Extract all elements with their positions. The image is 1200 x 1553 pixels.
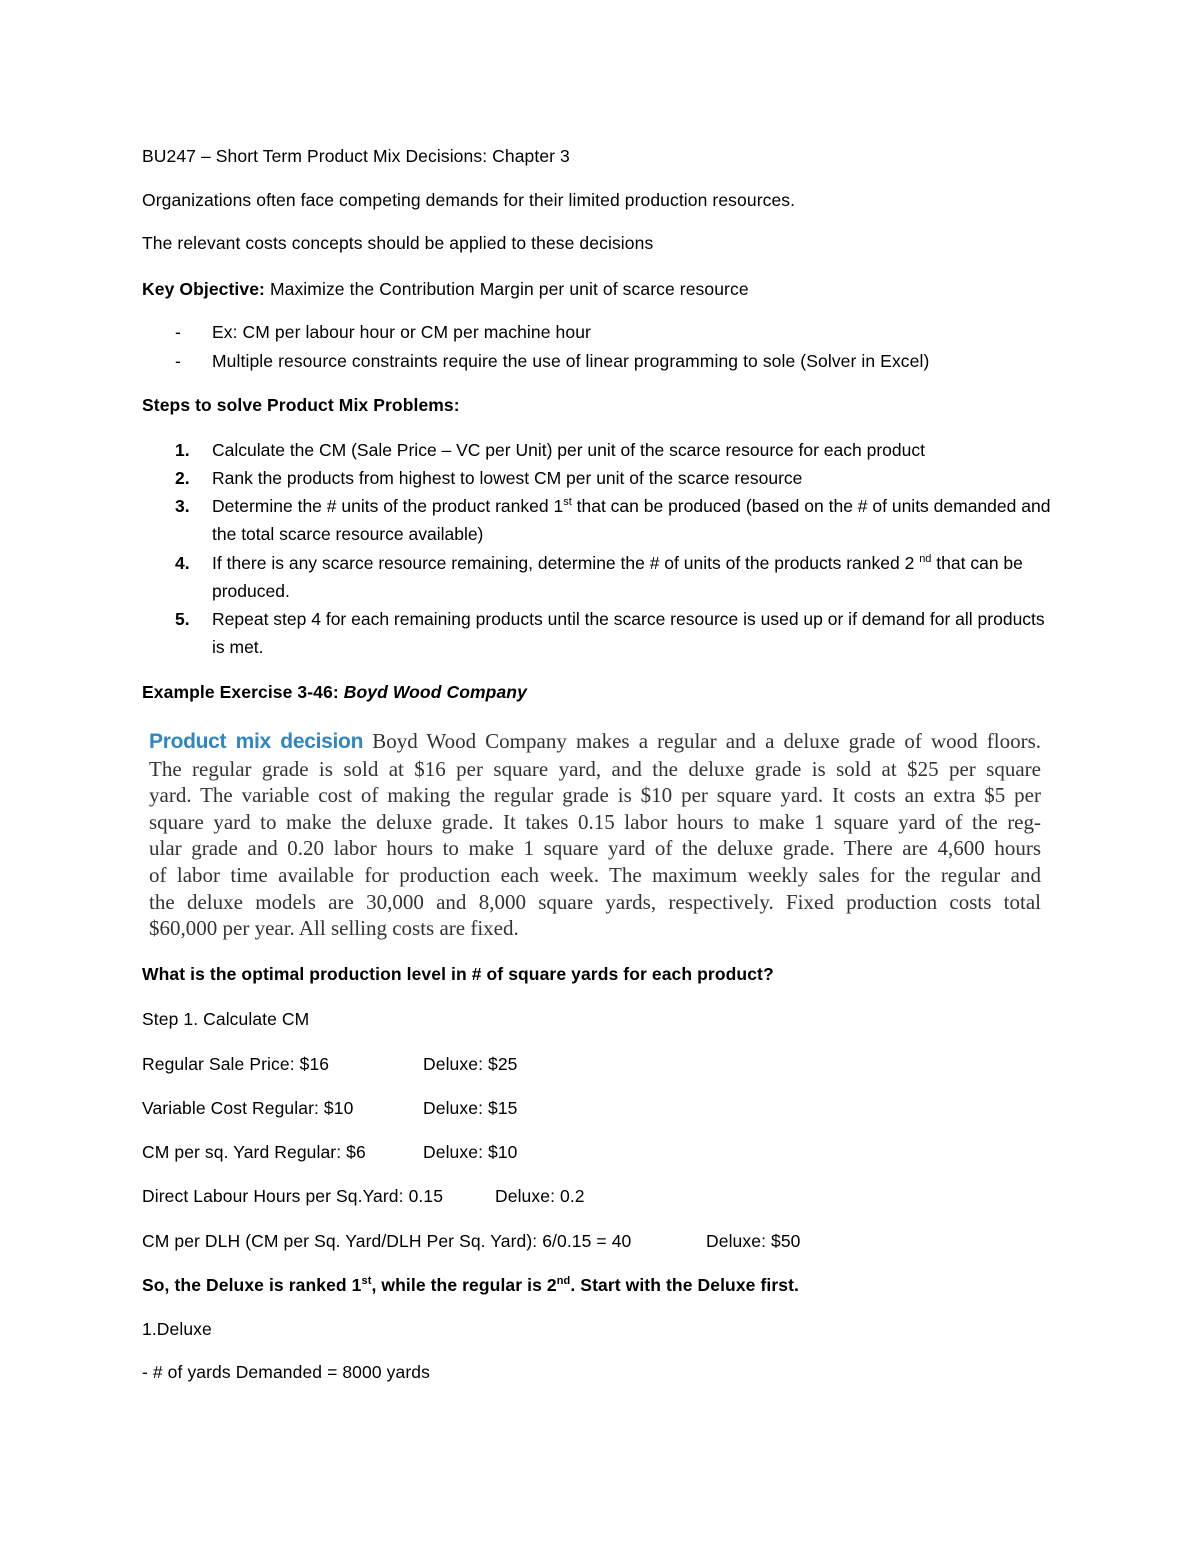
textbook-line: of labor time available for production each week. The maximum weekly sales for the regular and bbox=[149, 862, 1041, 887]
deluxe-demand: - # of yards Demanded = 8000 yards bbox=[142, 1362, 430, 1382]
textbook-line: ular grade and 0.20 labor hours to make 1 square yard of the deluxe grade. There are 4,600 hours bbox=[149, 836, 1041, 861]
key-objective bbox=[142, 277, 749, 301]
ranking-text-b: , while the regular is 2 bbox=[371, 1275, 557, 1295]
textbook-line-text: Boyd Wood Company makes a regular and a deluxe grade of wood floors. bbox=[363, 729, 1041, 753]
step-4-superscript: nd bbox=[919, 553, 932, 566]
textbook-line: $60,000 per year. All selling costs are fixed. bbox=[149, 916, 519, 941]
textbook-excerpt bbox=[149, 728, 1041, 942]
step-3-text-a: Determine the # units of the product ranked 1 bbox=[212, 496, 564, 516]
textbook-line: yard. The variable cost of making the regular grade is $10 per square yard. It costs an extra $5 per bbox=[149, 783, 1041, 808]
step-number: 4. bbox=[175, 553, 190, 573]
question-heading: What is the optimal production level in # of square yards for each product? bbox=[142, 964, 774, 984]
step-number: 1. bbox=[175, 440, 190, 460]
calc-row-left: Direct Labour Hours per Sq.Yard: 0.15 bbox=[142, 1186, 444, 1206]
ranking-statement bbox=[142, 1273, 799, 1297]
ranking-text-c: . Start with the Deluxe first. bbox=[570, 1275, 799, 1295]
textbook-line: square yard to make the deluxe grade. It takes 0.15 labor hours to make 1 square yard of the reg- bbox=[149, 809, 1041, 834]
bullet-item-1: Ex: CM per labour hour or CM per machine hour bbox=[212, 322, 591, 342]
steps-heading: Steps to solve Product Mix Problems: bbox=[142, 395, 460, 415]
intro-paragraph-1: Organizations often face competing demands for their limited production resources. bbox=[142, 190, 796, 210]
step-3-text-b: that can be produced (based on the # of units demanded and the total scarce resource available) bbox=[212, 496, 1051, 545]
textbook-line: the deluxe models are 30,000 and 8,000 square yards, respectively. Fixed production costs total bbox=[149, 889, 1041, 914]
step-3-superscript: st bbox=[563, 496, 572, 509]
example-label: Example Exercise 3-46: bbox=[142, 682, 344, 702]
step-number: 5. bbox=[175, 609, 190, 629]
step-4-text-a: If there is any scarce resource remaining, determine the # of units of the products ranked 2 bbox=[212, 553, 920, 573]
key-objective-text: Maximize the Contribution Margin per unit of scarce resource bbox=[264, 279, 749, 299]
calc-row-left: Variable Cost Regular: $10 bbox=[142, 1098, 354, 1118]
step-item-3 bbox=[212, 492, 1062, 549]
calc-row-left: CM per sq. Yard Regular: $6 bbox=[142, 1142, 366, 1162]
step-item-5: Repeat step 4 for each remaining products until the scarce resource is used up or if demand for all products is met. bbox=[212, 609, 1045, 658]
ranking-text-a: So, the Deluxe is ranked 1 bbox=[142, 1275, 362, 1295]
calc-row-left: Regular Sale Price: $16 bbox=[142, 1054, 330, 1074]
step-4-text-b: that can be produced. bbox=[212, 553, 1023, 602]
ranking-superscript-1: st bbox=[361, 1275, 372, 1288]
step-1-label: Step 1. Calculate CM bbox=[142, 1009, 310, 1029]
step-item-4 bbox=[212, 549, 1062, 606]
textbook-line: The regular grade is sold at $16 per square yard, and the deluxe grade is sold at $25 per square bbox=[149, 756, 1041, 781]
textbook-line bbox=[149, 728, 1041, 756]
deluxe-heading: 1.Deluxe bbox=[142, 1319, 212, 1339]
bullet-item-2: Multiple resource constraints require the use of linear programming to sole (Solver in Excel) bbox=[212, 351, 930, 371]
ranking-superscript-2: nd bbox=[556, 1275, 571, 1288]
calc-row-right: Deluxe: $50 bbox=[706, 1231, 801, 1251]
calc-row-right: Deluxe: $25 bbox=[423, 1054, 518, 1074]
textbook-heading: Product mix decision bbox=[149, 730, 364, 753]
step-number: 2. bbox=[175, 468, 190, 488]
step-item-2: Rank the products from highest to lowest CM per unit of the scarce resource bbox=[212, 468, 803, 488]
key-objective-label: Key Objective: bbox=[142, 279, 265, 299]
step-item-1: Calculate the CM (Sale Price – VC per Unit) per unit of the scarce resource for each product bbox=[212, 440, 925, 460]
example-heading bbox=[142, 680, 527, 704]
intro-paragraph-2: The relevant costs concepts should be applied to these decisions bbox=[142, 233, 654, 253]
bullet-mark: - bbox=[175, 322, 181, 342]
calc-row-right: Deluxe: 0.2 bbox=[495, 1186, 585, 1206]
example-company-name: Boyd Wood Company bbox=[343, 682, 527, 702]
document-title: BU247 – Short Term Product Mix Decisions: Chapter 3 bbox=[142, 146, 570, 166]
bullet-mark: - bbox=[175, 351, 181, 371]
calc-row-right: Deluxe: $15 bbox=[423, 1098, 518, 1118]
calc-row-right: Deluxe: $10 bbox=[423, 1142, 518, 1162]
step-number: 3. bbox=[175, 496, 190, 516]
calc-row-left: CM per DLH (CM per Sq. Yard/DLH Per Sq. Yard): 6/0.15 = 40 bbox=[142, 1231, 632, 1251]
